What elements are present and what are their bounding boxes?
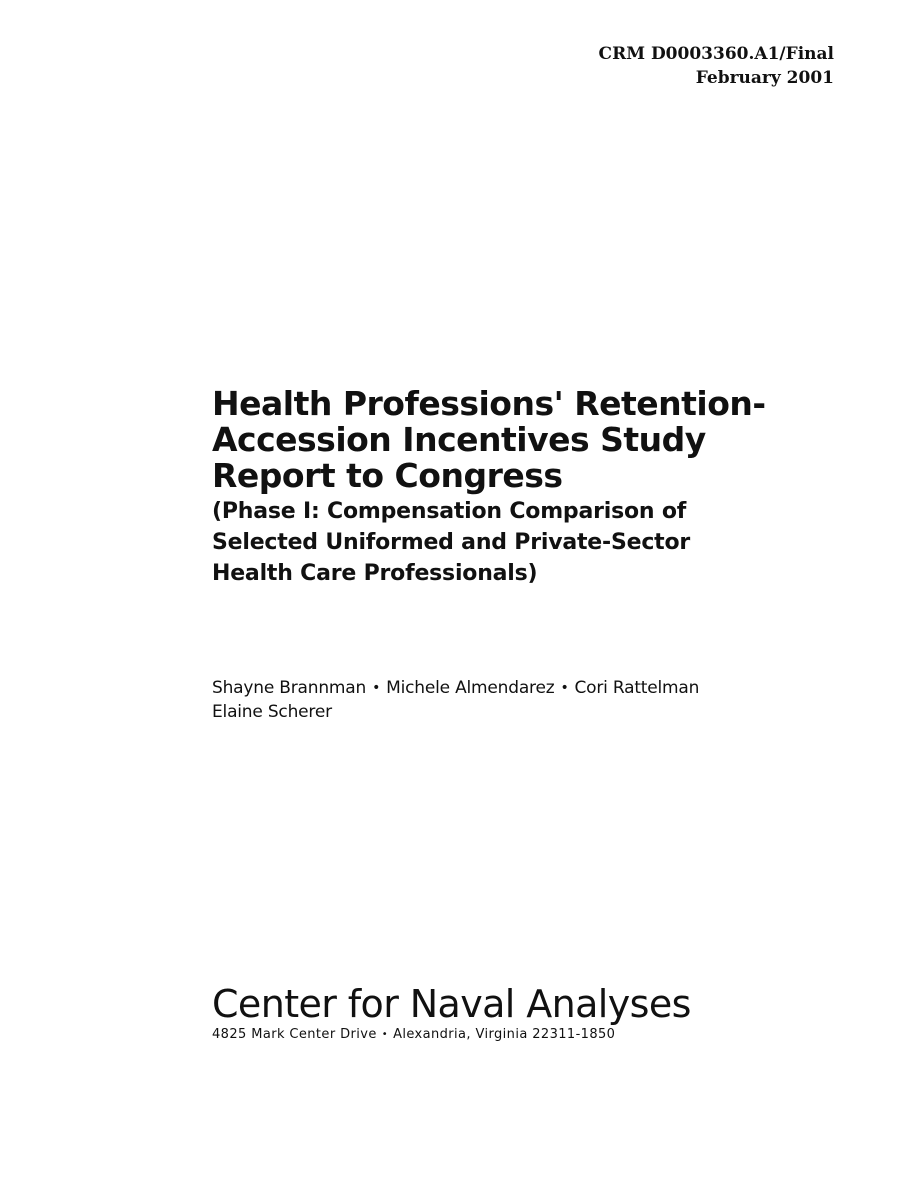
document-date: February 2001 <box>695 68 834 88</box>
address-street: 4825 Mark Center Drive <box>212 1027 377 1042</box>
document-id-block <box>599 42 834 90</box>
author-name: Michele Almendarez <box>386 678 555 698</box>
author-row <box>212 676 699 700</box>
report-subtitle-line: Selected Uniformed and Private-Sector <box>212 530 691 555</box>
author-list <box>212 676 699 724</box>
report-subtitle-line: Health Care Professionals) <box>212 561 538 586</box>
report-subtitle-line: (Phase I: Compensation Comparison of <box>212 499 687 524</box>
address-city: Alexandria, Virginia 22311-1850 <box>393 1027 616 1042</box>
bullet-separator-icon: • <box>381 1029 389 1040</box>
report-title-line: Health Professions' Retention- <box>212 384 766 423</box>
author-name: Shayne Brannman <box>212 678 367 698</box>
bullet-separator-icon: • <box>372 680 381 696</box>
organization-block <box>212 982 772 1044</box>
organization-address <box>212 1026 772 1044</box>
report-title-line: Report to Congress <box>212 456 563 495</box>
author-row <box>212 700 699 724</box>
bullet-separator-icon: • <box>560 680 569 696</box>
report-title-line: Accession Incentives Study <box>212 420 706 459</box>
organization-name: Center for Naval Analyses <box>212 982 691 1026</box>
author-name: Elaine Scherer <box>212 702 332 722</box>
report-title-block <box>212 386 772 589</box>
author-name: Cori Rattelman <box>574 678 700 698</box>
document-number: CRM D0003360.A1/Final <box>598 44 834 64</box>
